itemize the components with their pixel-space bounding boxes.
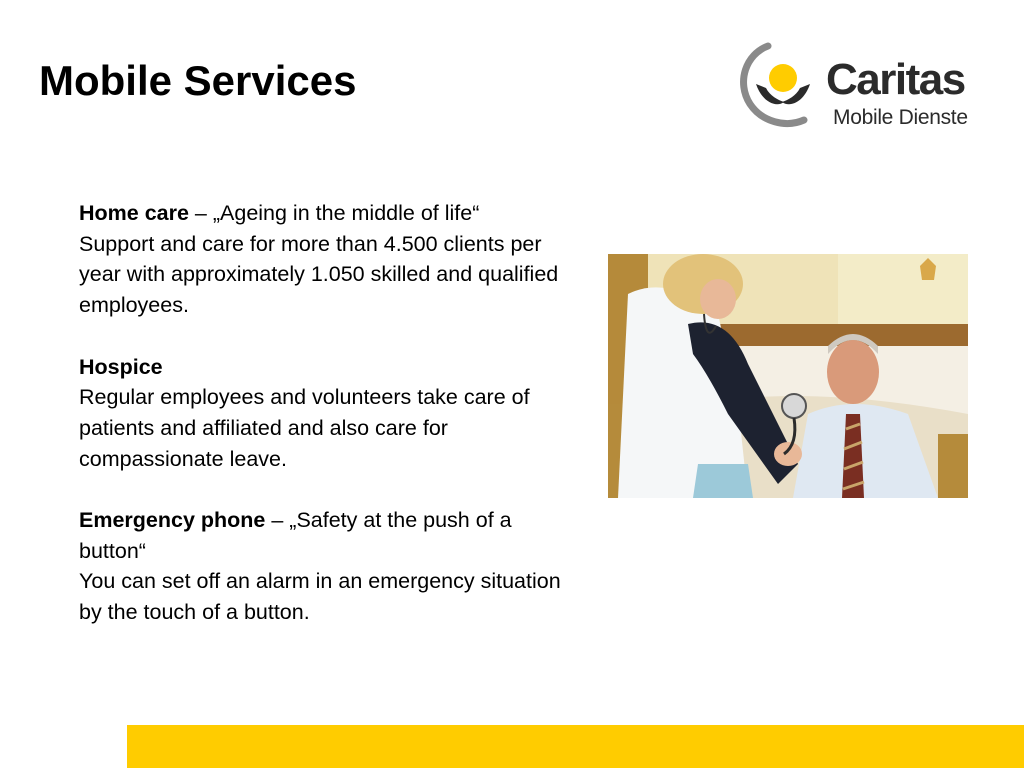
- section-body: Support and care for more than 4.500 clients per year with approximately 1.050 skilled and qualified employees.: [79, 231, 559, 318]
- section-tagline: – „Ageing in the middle of life“: [188, 201, 480, 225]
- caregiver-patient-photo: [608, 254, 968, 498]
- logo-subtitle: Mobile Dienste: [833, 106, 968, 129]
- page-title: Mobile Services: [39, 57, 357, 104]
- section-heading: Home care: [79, 201, 189, 225]
- section-home-care: [79, 198, 579, 321]
- logo-name: Caritas: [826, 55, 965, 104]
- section-heading: Hospice: [79, 354, 163, 379]
- services-text: [79, 198, 579, 659]
- caritas-logo: [738, 42, 988, 134]
- footer-accent-bar: [127, 725, 1024, 768]
- caritas-flame-icon: [738, 42, 828, 134]
- section-hospice: [79, 352, 579, 475]
- section-emergency-phone: [79, 505, 579, 628]
- section-heading: Emergency phone: [79, 508, 266, 532]
- section-tagline: – „Safety at the push of a button“: [79, 508, 512, 563]
- section-body: You can set off an alarm in an emergency situation by the touch of a button.: [79, 569, 561, 625]
- section-body: Regular employees and volunteers take care of patients and affiliated and also care for compassionate leave.: [79, 385, 530, 471]
